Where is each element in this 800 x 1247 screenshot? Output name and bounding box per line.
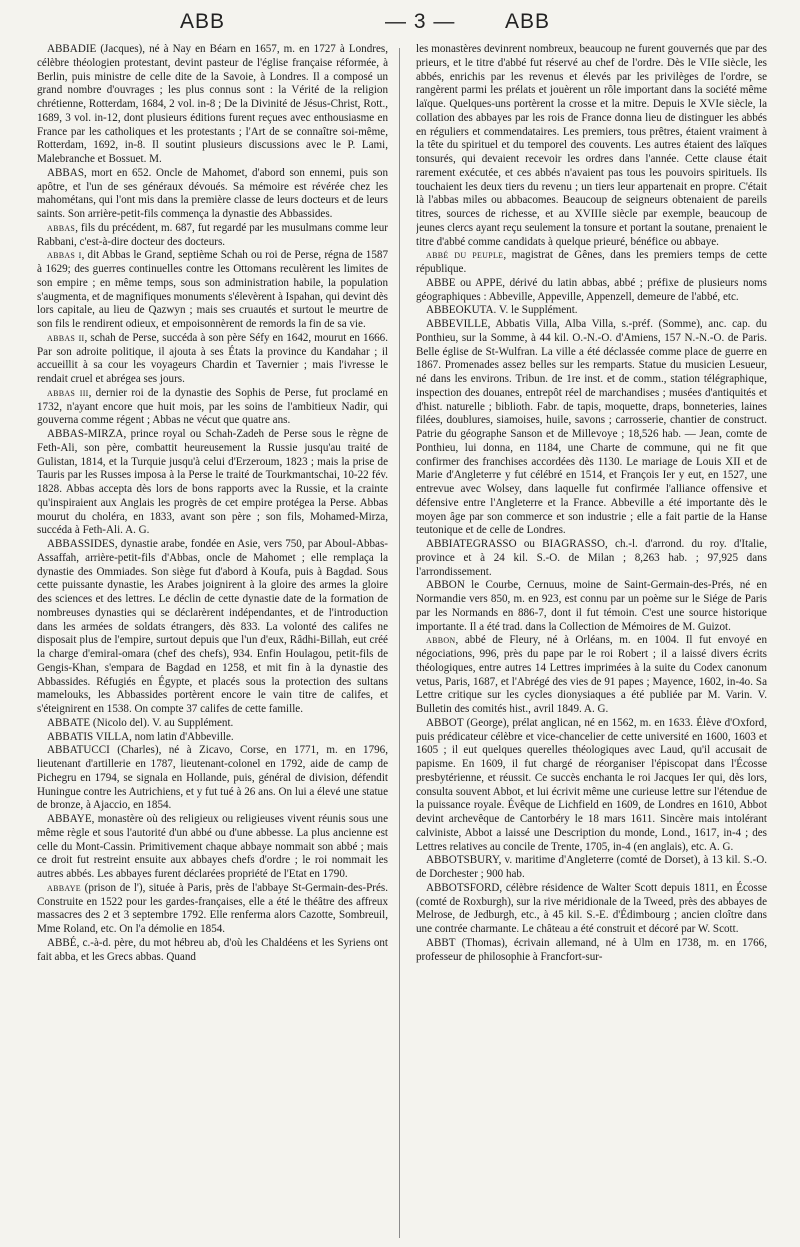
dictionary-entry — [416, 318, 767, 538]
dictionary-entry — [416, 277, 767, 305]
dictionary-entry — [416, 304, 767, 318]
dictionary-entry — [37, 882, 388, 937]
dictionary-entry — [37, 167, 388, 222]
entry-headword: ABBT — [426, 936, 456, 949]
entry-body: , fils du précédent, m. 687, fut regardé par les musulmans comme leur Rabbani, c'est-à-dire docteur des docteurs. — [37, 221, 388, 248]
entry-headword: ABBÉ — [47, 936, 77, 949]
page-number: — 3 — — [385, 10, 456, 33]
dictionary-entry — [37, 428, 388, 538]
entry-headword: ABBATIS VILLA — [47, 730, 130, 743]
left-column — [37, 43, 388, 1243]
entry-headword: ABBOTSBURY — [426, 854, 499, 867]
entry-body: (George), prélat anglican, né en 1562, m. en 1633. Élève d'Oxford, puis prédicateur célèbre et vice-chancelier de cette université en 1600, 1603 et 1605 ; il eut quelques querelles théologiques avec Laud, qu'il accusait de papisme. En 1609, il fut chargé de réorganiser l'épiscopat dans l'Écosse presbytérienne, et réussit. Ce succès enchanta le roi Jacques Ier qui, dès lors, consulta souvent Abbot, et lui écrivit même une curieuse lettre sur l'étendue de la puissance royale. Évêque de Lichfield en 1609, de Londres en 1610, Abbot devint archevêque de Cantorbéry le 18 mars 1611. Sincère mais intolérant calviniste, Abbot a laissé une Description du monde, Lond., 1617, in-4 ; des Lettres relatives au concile de Trente, 1705, in-4 (en anglais), etc. A. G. — [416, 716, 767, 853]
right-column — [416, 43, 767, 1243]
dictionary-columns — [37, 43, 767, 1243]
entry-body: , c.-à-d. père, du mot hébreu ab, d'où les Chaldéens et les Syriens ont fait abba, et les Grecs abbas. Quand — [37, 936, 388, 963]
entry-body: le Courbe, Cernuus, moine de Saint-Germain-des-Prés, né en Normandie vers 850, m. en 923, est connu par un poème sur le Siége de Paris par les Normands en 886-7, dont il fut témoin. C'est une source historique importante. Il a été trad. dans la Collection de Mémoires de M. Guizot. — [416, 579, 767, 633]
entry-headword: ABBAS — [47, 166, 84, 179]
entry-body: (Thomas), écrivain allemand, né à Ulm en 1738, m. en 1766, professeur de philosophie à Francfort-sur- — [416, 936, 767, 963]
entry-body: , v. maritime d'Angleterre (comté de Dorset), à 13 kil. S.-O. de Dorchester ; 900 hab. — [416, 854, 767, 880]
dictionary-entry — [37, 744, 388, 813]
running-header — [0, 6, 800, 36]
entry-body: , dit Abbas le Grand, septième Schah ou roi de Perse, régna de 1587 à 1629; des guerres continuelles contre les Ottomans reculèrent les limites de son empire ; en même temps, sous son administration habile, la population s'augmenta, et de magnifiques monuments s'élevèrent à Ispahan, qui devint dès lors capitale, au lieu de Qazwyn ; mais ses cruautés et surtout le meurtre de son fils le rendirent odieux, et empoisonnèrent de remords la fin de sa vie. — [37, 249, 388, 330]
dictionary-entry — [37, 717, 388, 731]
dictionary-entry — [416, 854, 767, 882]
header-left: ABB — [180, 10, 226, 33]
entry-body: , magistrat de Gênes, dans les premiers temps de cette république. — [416, 249, 767, 275]
entry-headword: ABBEVILLE — [426, 318, 488, 330]
entry-headword: abbas — [47, 221, 76, 234]
entry-body: les monastères devinrent nombreux, beaucoup ne furent gouvernés que par des prieurs, et le titre d'abbé fut réservé au chef de l'ordre. Dès le VIIe siècle, les abbés, enrichis par les revenus et élevés par les privilèges de l'ordre, se rangèrent parmi les prélats et jouèrent un rôle important dans la société même laïque. Quelques-uns portèrent la crosse et la mitre. Depuis le XVIe siècle, la collation des abbayes par les rois de France donna lieu de distinguer les abbés en réguliers et commendataires. Les premiers, tous prêtres, étaient vraiment à la tête du spirituel et du temporel des couvents. Les autres étaient des laïques tonsurés, qui devaient recevoir les ordres dans l'année. Cette clause était rarement exécutée, et ces abbés n'avaient pas tous les pouvoirs spirituels. Ils touchaient les deux tiers du revenu ; un tiers leur appartenait en propre. C'était là l'abbas miles ou abbacomes. Beaucoup de seigneurs obtenaient de pareils titres, sources de richesse, et au XVIIIe siècle par exemple, beaucoup de jeunes clercs ayant reçu seulement la tonsure et portant la soutane, prenaient le titre d'abbé comme candidats à quelque prieuré, bénéfice ou abbaye. — [416, 43, 767, 248]
dictionary-entry — [416, 538, 767, 579]
entry-body: (Nicolo del). V. au Supplément. — [90, 716, 234, 729]
entry-headword: ABBATE — [47, 716, 91, 729]
dictionary-entry — [416, 717, 767, 855]
entry-headword: ABBADIE — [47, 43, 97, 55]
entry-body: . V. le Supplément. — [493, 304, 578, 317]
entry-headword: abbaye — [47, 881, 81, 894]
dictionary-entry — [416, 43, 767, 249]
dictionary-entry — [37, 813, 388, 882]
dictionary-entry — [37, 937, 388, 965]
entry-headword: ABBAYE — [47, 813, 92, 825]
dictionary-entry — [37, 387, 388, 428]
entry-body: , dernier roi de la dynastie des Sophis de Perse, fut proclamé en 1732, n'ayant encore que huit mois, par les soins de l'ambitieux Nadir, qui gouverna comme régent ; Abbas ne vécut que quatre ans. — [37, 386, 388, 427]
entry-body: (prison de l'), située à Paris, près de l'abbaye St-Germain-des-Prés. Construite en 1522 pour les gardes-françaises, elle a été le théâtre des affreux massacres des 2 et 3 septembre 1792. Elle renferma alors Cazotte, Sombreuil, Mme Roland, etc. On l'a démolie en 1854. — [37, 881, 388, 935]
entry-body: , Abbatis Villa, Alba Villa, s.-préf. (Somme), anc. cap. du Ponthieu, sur la Somme, à 44 kil. O.-N.-O. d'Amiens, 157 N.-N.-O. de Paris. Belle église de St-Wulfran. La ville a été déclassée comme place de guerre en 1867. Promenades assez belles sur les remparts. Statue du musicien Lesueur, né dans les environs. Tribun. de 1re inst. et de comm., station télégraphique, inspection des douanes, entrepôt réel de marchandises ; musées d'antiquités et d'hist. naturelle ; biblioth. Fabr. de tapis, moquette, draps, bonneteries, laines filées, doublures, siamoises, huile, savons ; carrosserie, chantier de construct. Patrie du géographe Sanson et de Millevoye ; 18,526 hab. — Jean, comte de Ponthieu, lui donna, en 1184, une Charte de commune, qui ne fit que confirmer des franchises accordées dès 1130. Le mariage de Louis XII et de Marie d'Angleterre y fut célébré en 1514, et François Ier y eut, en 1527, une entrevue avec Wolsey, dans laquelle fut confirmée l'alliance offensive et défensive entre l'Angleterre et la France. Abbeville a été importante dès le moyen âge par son commerce et son industrie ; elle a fait partie de la Hanse teutonique et de celle de Londres. — [416, 318, 767, 537]
entry-body: , dynastie arabe, fondée en Asie, vers 750, par Aboul-Abbas-Assaffah, arrière-petit-fils d'Abbas, oncle de Mahomet ; elle remplaça la dynastie des Ommiades. Son siège fut d'abord à Koufa, puis à Bagdad. Sous cette puissante dynastie, les Arabes joignirent à la gloire des armes la gloire des sciences et des lettres. Le déclin de cette dynastie date de la formation de nombreuses dynasties qui se déclarèrent indépendantes, et de l'introduction dans les armées de soldats étrangers, dès 833. La volonté des califes ne disposait plus de l'empire, surtout depuis que l'un d'eux, Râdhi-Billah, eut créé la charge d'emiral-omara (chef des chefs), 934. Enfin Houlagou, petit-fils de Gengis-Khan, s'empara de Bagdad en 1258, et mit fin à la dynastie des Abbassides. Réfugiés en Égypte, et placés sous la protection des sultans mamelouks, les Abbassides portèrent encore le vain titre de califes, et s'éteignirent en 1538. On compte 37 califes de cette famille. — [37, 538, 388, 715]
entry-body: , célèbre résidence de Walter Scott depuis 1811, en Écosse (comté de Roxburgh), sur la rive méridionale de la Tweed, près des abbayes de Melrose, de Jedburgh, etc., à 45 kil. S.-E. d'Édimbourg ; ancien cloître dans une contrée charmante. Le château a été construit et décoré par W. Scott. — [416, 881, 767, 935]
dictionary-entry — [37, 249, 388, 332]
entry-headword: abbas i — [47, 249, 82, 262]
entry-headword: ABBATUCCI — [47, 744, 110, 757]
entry-body: (Charles), né à Zicavo, Corse, en 1771, m. en 1796, lieutenant d'artillerie en 1787, lieutenant-colonel en 1792, aide de camp de Pichegru en 1794, se signala en Hollande, puis, général de division, défendit Huningue contre les Autrichiens, et y fut tué à 26 ans. On lui a élevé une statue de bronze, à Ajaccio, en 1854. — [37, 744, 388, 812]
entry-headword: ABBOTSFORD — [426, 881, 500, 894]
dictionary-entry — [416, 249, 767, 277]
dictionary-entry — [37, 731, 388, 745]
entry-headword: ABBASSIDES — [47, 538, 115, 550]
entry-headword: ABBAS-MIRZA — [47, 428, 124, 440]
entry-headword: ABBEOKUTA — [426, 304, 494, 317]
dictionary-entry — [416, 579, 767, 634]
entry-headword: ABBON — [426, 579, 465, 592]
dictionary-entry — [416, 882, 767, 937]
dictionary-entry — [416, 634, 767, 717]
entry-headword: ABBOT — [426, 716, 464, 729]
entry-body: ou BIAGRASSO, ch.-l. d'arrond. du roy. d'Italie, province et à 24 kil. S.-O. de Milan ; 8,263 hab. ; 97,925 dans l'arrondissement. — [416, 538, 767, 578]
dictionary-entry — [37, 222, 388, 250]
entry-headword: abbon — [426, 634, 456, 647]
dictionary-entry — [37, 43, 388, 167]
dictionary-entry — [37, 538, 388, 717]
entry-body: , nom latin d'Abbeville. — [129, 730, 234, 743]
header-right: ABB — [505, 10, 551, 33]
entry-body: , monastère où des religieux ou religieuses vivent réunis sous une même règle et sous l'autorité d'un abbé ou d'une abbesse. La plus ancienne est celle du Mont-Cassin. Primitivement chaque abbaye nommait son abbé ; mais ce droit fut restreint ensuite aux abbayes chefs d'ordre ; le roi nommait les autres abbés. Les abbayes furent déclarées propriété de l'Etat en 1790. — [37, 813, 388, 880]
entry-headword: abbas ii — [47, 331, 85, 344]
entry-headword: ABBE — [426, 276, 456, 289]
dictionary-entry — [37, 332, 388, 387]
entry-headword: abbé du peuple — [426, 249, 504, 262]
entry-body: , schah de Perse, succéda à son père Séfy en 1642, mourut en 1666. Par son adroite politique, il ajouta à ses États la province du Kandahar ; il accueillit à sa cour les voyageurs Chardin et Tavernier ; mais l'ivresse le rendait cruel et abrégea ses jours. — [37, 331, 388, 385]
entry-headword: ABBIATEGRASSO — [426, 538, 517, 550]
entry-headword: abbas iii — [47, 386, 89, 399]
entry-body: (Jacques), né à Nay en Béarn en 1657, m. en 1727 à Londres, célèbre théologien protestant, devint pasteur de l'église française réformée, à Berlin, puis ministre de celle dite de la Savoie, à Londres. Il a composé un grand nombre d'ouvrages ; les plus connus sont : la Vérité de la religion chrétienne, Rotterdam, 1684, 2 vol. in-8 ; De la Divinité de Jésus-Christ, Rott., 1689, 3 vol. in-12, dont plusieurs éditions furent reçues avec enthousiasme en France par les catholiques et les protestants ; l'Art de se connaître soi-même, Rotterdam, 1692, in-8. Il soutint plusieurs discussions avec le P. Lami, Malebranche et Bossuet. M. — [37, 43, 388, 165]
dictionary-entry — [416, 937, 767, 965]
entry-body: , abbé de Fleury, né à Orléans, m. en 1004. Il fut envoyé en négociations, 996, près du pape par le roi Robert ; il a laissé divers écrits théologiques, entre autres 14 Lettres imprimées à la suite du Codex canonum vetus, Paris, 1687, et l'Abrégé des vies de 91 papes ; Mayence, 1602, in-4o. Sa Lettre critique sur les cycles dionysiaques a été publiée par M. Varin. V. Bulletin des comités hist., avril 1849. A. G. — [416, 634, 767, 715]
entry-body: , mort en 652. Oncle de Mahomet, d'abord son ennemi, puis son apôtre, et l'un de ses généraux dévoués. Sa mémoire est révérée chez les mahométans, qui l'ont mis dans la première classe de leurs docteurs et de leurs saints. Son arrière-petit-fils commença la dynastie des Abbassides. — [37, 166, 388, 220]
entry-body: ou APPE, dérivé du latin abbas, abbé ; préfixe de plusieurs noms géographiques : Abbeville, Appeville, Appenzell, demeure de l'abbé, etc. — [416, 276, 767, 303]
entry-body: , prince royal ou Schah-Zadeh de Perse sous le règne de Feth-Ali, son père, combattit heureusement la Russie jusqu'au traité de Gulistan, 1814, et la Turquie jusqu'à celui d'Erzeroum, 1823 ; mais la prise de Tauris par les Russes imposa à la Perse le traité de Tourkmantschai, 10-22 fév. 1828. Abbas accepta dès lors de bons rapports avec la Russie, et la crainte qu'inspiraient aux Anglais les progrès de cet empire protégea la Perse. Abbas mourut du choléra, en 1833, avant son père ; son fils, Mohamed-Mirza, succéda à Feth-Ali. A. G. — [37, 428, 388, 537]
